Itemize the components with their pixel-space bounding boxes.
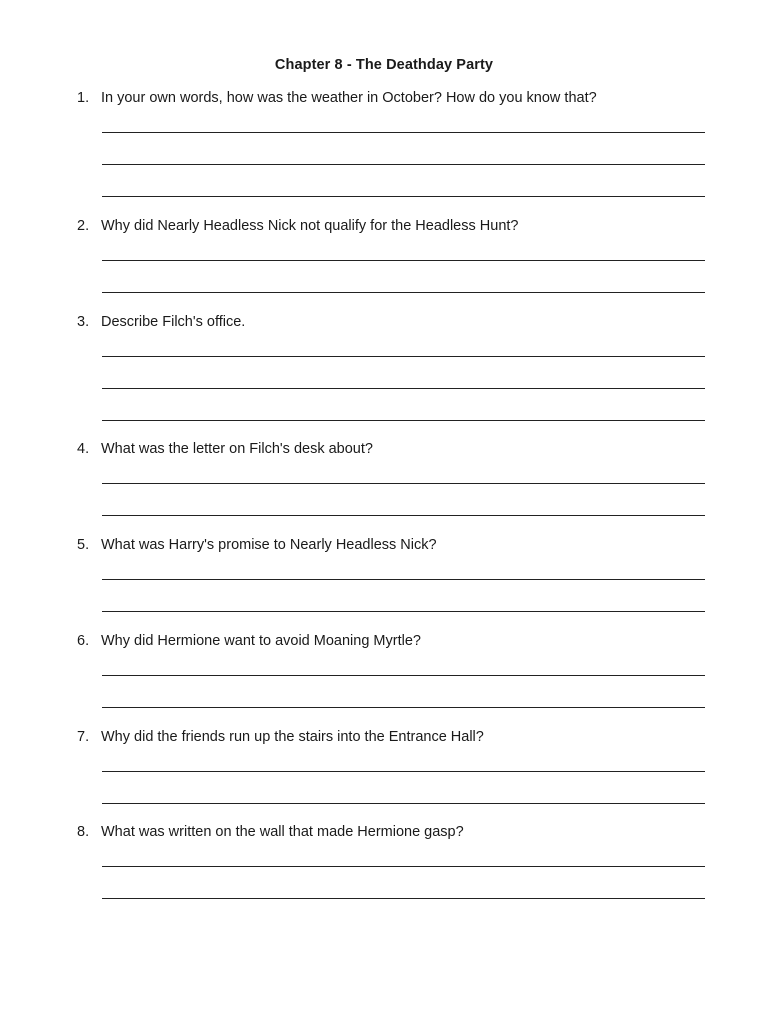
answer-line[interactable]	[102, 132, 705, 133]
question-text: Why did the friends run up the stairs into the Entrance Hall?	[101, 729, 484, 745]
question-number: 5.	[77, 537, 90, 553]
answer-line[interactable]	[102, 515, 705, 516]
answer-line[interactable]	[102, 707, 705, 708]
answer-line[interactable]	[102, 292, 705, 293]
question-1	[0, 88, 768, 108]
question-number: 1.	[77, 90, 90, 106]
question-number: 3.	[77, 314, 90, 330]
answer-line[interactable]	[102, 579, 705, 580]
answer-line[interactable]	[102, 803, 705, 804]
question-text: In your own words, how was the weather in October? How do you know that?	[101, 90, 597, 106]
question-text: What was written on the wall that made Hermione gasp?	[101, 824, 464, 840]
answer-line[interactable]	[102, 260, 705, 261]
answer-line[interactable]	[102, 675, 705, 676]
question-number: 4.	[77, 441, 90, 457]
question-prompt	[0, 535, 768, 555]
question-prompt	[0, 439, 768, 459]
question-prompt	[0, 312, 768, 332]
question-prompt	[0, 88, 768, 108]
answer-line[interactable]	[102, 483, 705, 484]
question-text: Why did Nearly Headless Nick not qualify for the Headless Hunt?	[101, 218, 519, 234]
question-prompt	[0, 727, 768, 747]
answer-line[interactable]	[102, 611, 705, 612]
question-text: What was Harry's promise to Nearly Headless Nick?	[101, 537, 437, 553]
question-text: Why did Hermione want to avoid Moaning Myrtle?	[101, 633, 421, 649]
answer-line[interactable]	[102, 388, 705, 389]
answer-line[interactable]	[102, 420, 705, 421]
question-prompt	[0, 631, 768, 651]
question-number: 6.	[77, 633, 90, 649]
answer-line[interactable]	[102, 866, 705, 867]
question-8	[0, 822, 768, 842]
question-prompt	[0, 822, 768, 842]
answer-line[interactable]	[102, 356, 705, 357]
question-number: 2.	[77, 218, 90, 234]
question-number: 7.	[77, 729, 90, 745]
question-3	[0, 312, 768, 332]
question-number: 8.	[77, 824, 90, 840]
page-title: Chapter 8 - The Deathday Party	[274, 57, 494, 73]
question-prompt	[0, 216, 768, 236]
question-text: Describe Filch's office.	[101, 314, 246, 330]
answer-line[interactable]	[102, 196, 705, 197]
question-7	[0, 727, 768, 747]
question-text: What was the letter on Filch's desk about?	[101, 441, 373, 457]
question-6	[0, 631, 768, 651]
question-5	[0, 535, 768, 555]
question-2	[0, 216, 768, 236]
answer-line[interactable]	[102, 771, 705, 772]
answer-line[interactable]	[102, 164, 705, 165]
question-4	[0, 439, 768, 459]
answer-line[interactable]	[102, 898, 705, 899]
